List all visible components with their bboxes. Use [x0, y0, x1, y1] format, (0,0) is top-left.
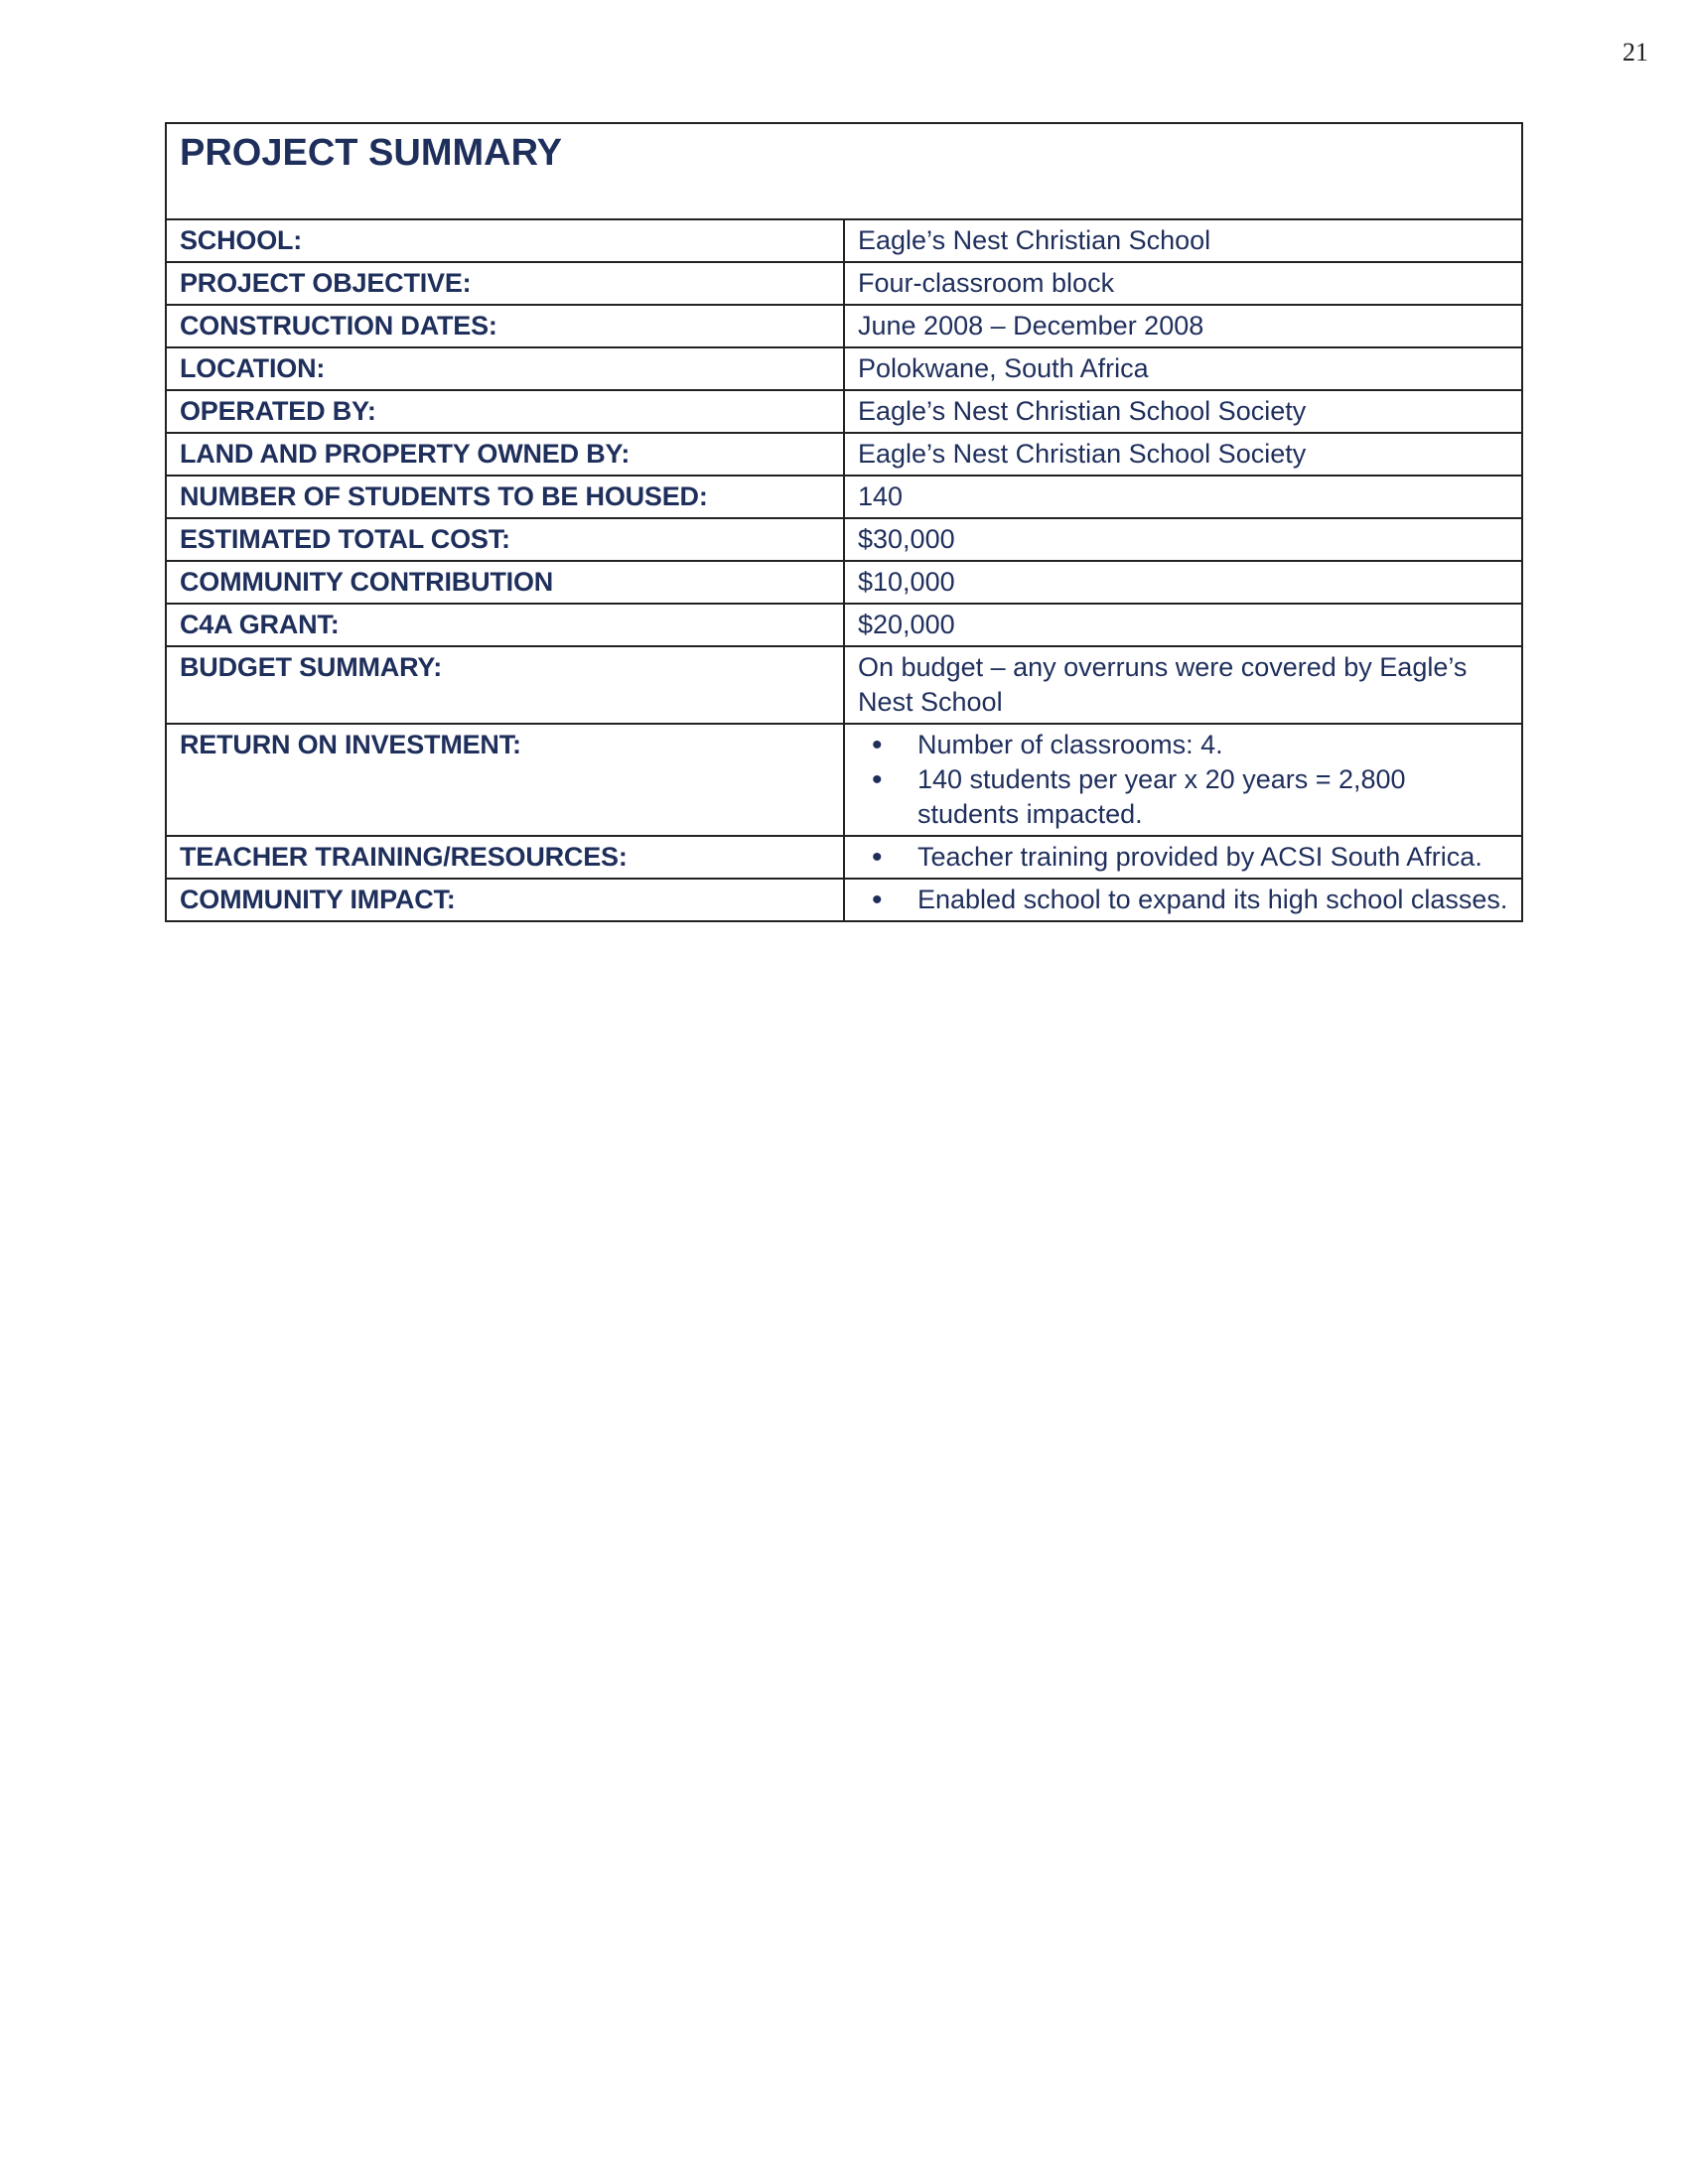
- row-value-return-on-investment: [844, 724, 1522, 836]
- table-row: [166, 476, 1522, 518]
- row-value-operated-by: Eagle’s Nest Christian School Society: [844, 390, 1522, 433]
- row-label-project-objective: PROJECT OBJECTIVE:: [166, 262, 844, 305]
- bullet-list: [858, 840, 1508, 875]
- page-number: 21: [1622, 38, 1648, 67]
- row-value-community-contribution: $10,000: [844, 561, 1522, 604]
- table-title: PROJECT SUMMARY: [166, 123, 1522, 219]
- row-label-c4a-grant: C4A GRANT:: [166, 604, 844, 646]
- table-row: [166, 433, 1522, 476]
- table-row: [166, 219, 1522, 262]
- row-value-teacher-training: [844, 836, 1522, 879]
- row-label-construction-dates: CONSTRUCTION DATES:: [166, 305, 844, 347]
- table-row: [166, 518, 1522, 561]
- row-label-land-owned-by: LAND AND PROPERTY OWNED BY:: [166, 433, 844, 476]
- row-value-number-of-students: 140: [844, 476, 1522, 518]
- row-label-school: SCHOOL:: [166, 219, 844, 262]
- list-item: • Number of classrooms: 4.: [858, 728, 1508, 762]
- row-label-estimated-total-cost: ESTIMATED TOTAL COST:: [166, 518, 844, 561]
- list-item: • 140 students per year x 20 years = 2,800 students impacted.: [858, 762, 1508, 832]
- row-value-location: Polokwane, South Africa: [844, 347, 1522, 390]
- row-label-number-of-students: NUMBER OF STUDENTS TO BE HOUSED:: [166, 476, 844, 518]
- bullet-list: [858, 728, 1508, 832]
- table-row: [166, 305, 1522, 347]
- row-label-community-impact: COMMUNITY IMPACT:: [166, 879, 844, 921]
- row-value-land-owned-by: Eagle’s Nest Christian School Society: [844, 433, 1522, 476]
- table-row: [166, 879, 1522, 921]
- table-row: [166, 347, 1522, 390]
- row-label-location: LOCATION:: [166, 347, 844, 390]
- project-summary-table: [165, 122, 1523, 922]
- row-label-operated-by: OPERATED BY:: [166, 390, 844, 433]
- list-item: • Enabled school to expand its high school classes.: [858, 883, 1508, 917]
- bullet-list: [858, 883, 1508, 917]
- row-value-construction-dates: June 2008 – December 2008: [844, 305, 1522, 347]
- table-row: [166, 390, 1522, 433]
- row-value-budget-summary: On budget – any overruns were covered by Eagle’s Nest School: [844, 646, 1522, 724]
- table-row: [166, 836, 1522, 879]
- row-value-school: Eagle’s Nest Christian School: [844, 219, 1522, 262]
- list-item: • Teacher training provided by ACSI South Africa.: [858, 840, 1508, 875]
- table-row: [166, 561, 1522, 604]
- row-value-project-objective: Four-classroom block: [844, 262, 1522, 305]
- row-value-community-impact: [844, 879, 1522, 921]
- row-label-community-contribution: COMMUNITY CONTRIBUTION: [166, 561, 844, 604]
- row-label-return-on-investment: RETURN ON INVESTMENT:: [166, 724, 844, 836]
- row-label-budget-summary: BUDGET SUMMARY:: [166, 646, 844, 724]
- title-row: [166, 123, 1522, 219]
- table-row: [166, 262, 1522, 305]
- row-value-estimated-total-cost: $30,000: [844, 518, 1522, 561]
- table-row: [166, 724, 1522, 836]
- row-label-teacher-training: TEACHER TRAINING/RESOURCES:: [166, 836, 844, 879]
- table-row: [166, 604, 1522, 646]
- row-value-c4a-grant: $20,000: [844, 604, 1522, 646]
- table-row: [166, 646, 1522, 724]
